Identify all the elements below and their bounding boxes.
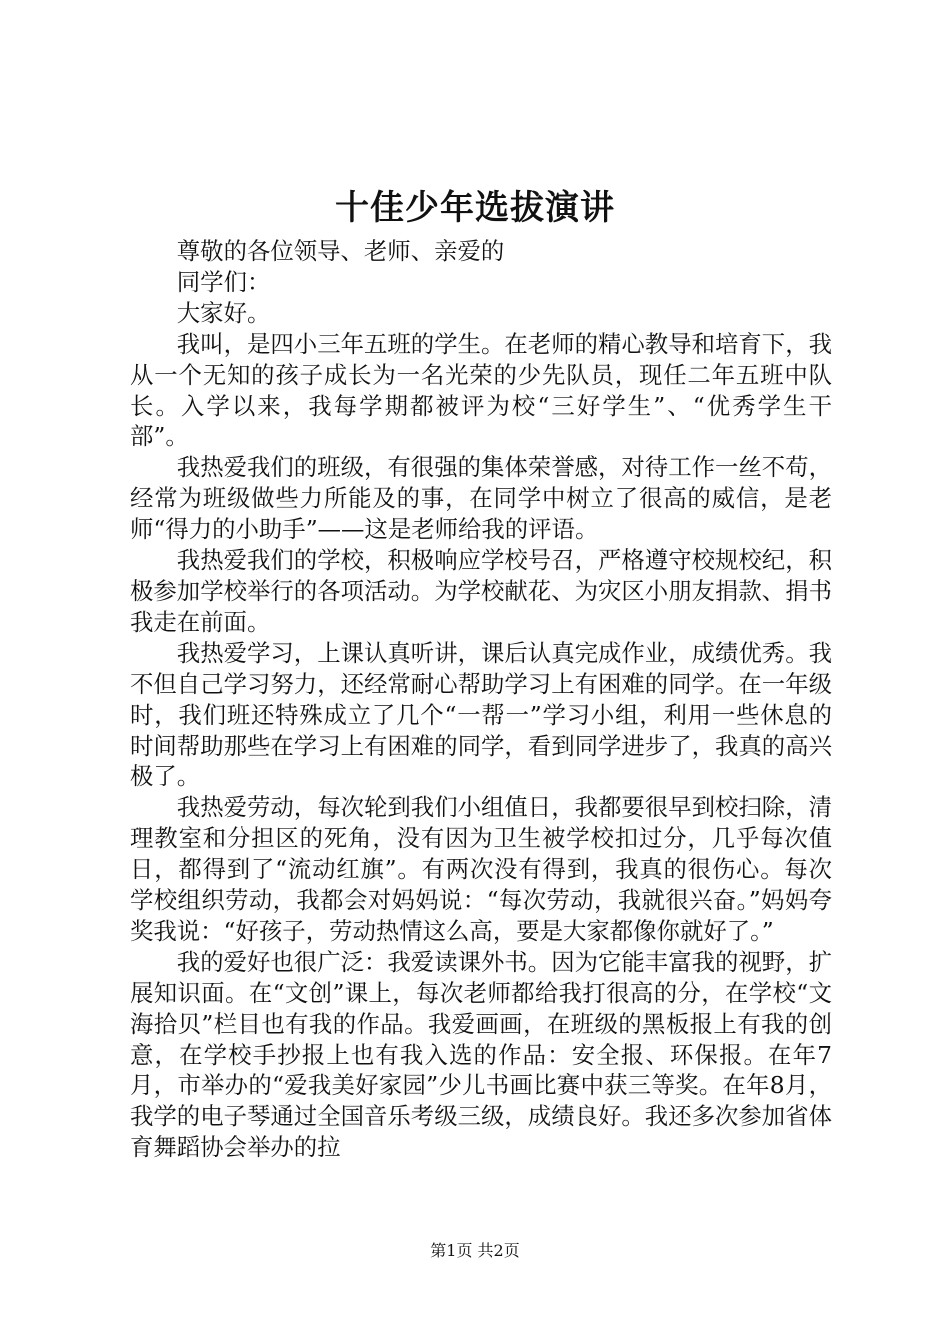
- paragraph-labor: 我热爱劳动，每次轮到我们小组值日，我都要很早到校扫除，清理教室和分担区的死角，没有因为卫生被学校扣过分，几乎每次值日，都得到了“流动红旗”。有两次没有得到，我真的很伤心。每次学校组织劳动，我都会对妈妈说：“每次劳动，我就很兴奋。”妈妈夸奖我说：“好孩子，劳动热情这么高，要是大家都像你就好了。”: [130, 793, 832, 945]
- document-title: 十佳少年选拔演讲: [335, 188, 615, 228]
- paragraph-school: 我热爱我们的学校，积极响应学校号召，严格遵守校规校纪，积极参加学校举行的各项活动。为学校献花、为灾区小朋友捐款、捐书我走在前面。: [130, 546, 832, 636]
- paragraph-hobbies: 我的爱好也很广泛：我爱读课外书。因为它能丰富我的视野，扩展知识面。在“文创”课上，每次老师都给我打很高的分，在学校“文海拾贝”栏目也有我的作品。我爱画画，在班级的黑板报上有我的创意，在学校手抄报上也有我入选的作品：安全报、环保报。在年7月，市举办的“爱我美好家园”少儿书画比赛中获三等奖。在年8月，我学的电子琴通过全国音乐考级三级，成绩良好。我还多次参加省体育舞蹈协会举办的拉: [130, 947, 832, 1162]
- page-footer: 第1页 共2页: [430, 1241, 520, 1260]
- document-body: [130, 236, 832, 1163]
- paragraph-study: 我热爱学习，上课认真听讲，课后认真完成作业，成绩优秀。我不但自己学习努力，还经常耐心帮助学习上有困难的同学。在一年级时，我们班还特殊成立了几个“一帮一”学习小组，利用一些休息的时间帮助那些在学习上有困难的同学，看到同学进步了，我真的高兴极了。: [130, 638, 832, 791]
- paragraph-class: 我热爱我们的班级，有很强的集体荣誉感，对待工作一丝不苟，经常为班级做些力所能及的事，在同学中树立了很高的威信，是老师“得力的小助手”——这是老师给我的评语。: [130, 453, 832, 544]
- paragraph-salutation: 尊敬的各位领导、老师、亲爱的: [176, 237, 505, 265]
- paragraph-salutation-cont: 同学们：: [176, 267, 271, 296]
- paragraph-greeting: 大家好。: [176, 298, 271, 327]
- paragraph-introduction: 我叫，是四小三年五班的学生。在老师的精心教导和培育下，我从一个无知的孩子成长为一名光荣的少先队员，现任二年五班中队长。入学以来，我每学期都被评为校“三好学生”、“优秀学生干部”。: [130, 329, 832, 451]
